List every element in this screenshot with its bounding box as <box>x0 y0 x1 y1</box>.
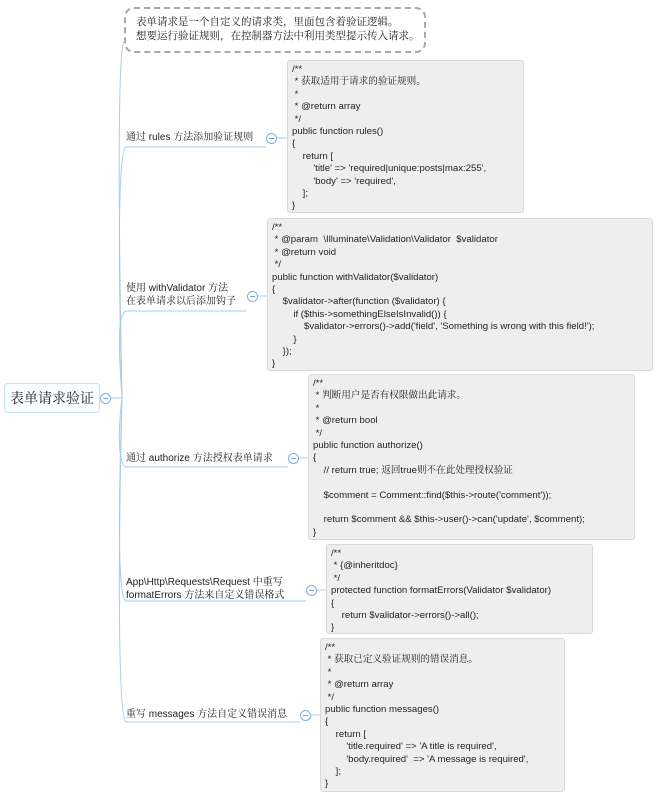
branch-rules-text: 通过 rules 方法添加验证规则 <box>126 132 254 143</box>
connector-authorize <box>119 398 126 467</box>
note-line-2: 想要运行验证规则，在控制器方法中利用类型提示传入请求。 <box>136 30 420 42</box>
branch-authorize-collapse-icon[interactable] <box>288 453 299 464</box>
code-formaterrors: /** * {@inheritdoc} */ protected function formatErrors(Validator $validator) { return $validator->errors()->all(); } <box>326 544 593 634</box>
branch-rules-label[interactable] <box>126 131 253 144</box>
connector-messages <box>119 398 126 722</box>
root-label: 表单请求验证 <box>10 390 94 406</box>
branch-withvalidator-line-2: 在表单请求以后添加钩子 <box>126 296 236 307</box>
branch-authorize-label[interactable] <box>126 452 273 465</box>
code-messages: /** * 获取已定义验证规则的错误消息。 * * @return array */ public function messages() { return [ 'title.required' => 'A title is required', 'body.required' => 'A message is required', ]; } <box>320 638 565 792</box>
connector-note <box>119 42 124 398</box>
branch-withvalidator-collapse-icon[interactable] <box>247 291 258 302</box>
branch-rules-collapse-icon[interactable] <box>266 133 277 144</box>
code-rules: /** * 获取适用于请求的验证规则。 * * @return array */ public function rules() { return [ 'title' => 'required|unique:posts|max:255', 'body' => 'required', ]; } <box>287 60 524 213</box>
branch-formaterrors-line-1: App\Http\Requests\Request 中重写 <box>126 577 283 588</box>
code-authorize: /** * 判断用户是否有权限做出此请求。 * * @return bool */ public function authorize() { // return true; 返回true则不在此处理授权验证 $comment = Comment::find($this->route('comment')); return $comment && $this->user()->can('update', $comment); } <box>308 374 635 540</box>
branch-messages-collapse-icon[interactable] <box>300 710 311 721</box>
note-line-1: 表单请求是一个自定义的请求类，里面包含着验证逻辑。 <box>136 16 399 28</box>
branch-withvalidator-label[interactable] <box>126 282 236 308</box>
connector-formaterrors <box>119 398 126 601</box>
branch-formaterrors-label[interactable] <box>126 576 284 602</box>
branch-messages-text: 重写 messages 方法自定义错误消息 <box>126 709 288 720</box>
connector-rules <box>119 147 126 398</box>
branch-messages-label[interactable] <box>126 708 287 721</box>
code-withvalidator: /** * @param \Illuminate\Validation\Validator $validator * @return void */ public function withValidator($validator) { $validator->after(function ($validator) { if ($this->somethingElseIsInvalid()) { $validator->errors()->add('field', 'Something is wrong with this field!'); } }); } <box>267 218 653 371</box>
branch-formaterrors-collapse-icon[interactable] <box>306 585 317 596</box>
description-note <box>124 7 426 53</box>
connector-withvalidator <box>119 311 126 398</box>
root-collapse-icon[interactable] <box>100 393 111 404</box>
branch-authorize-text: 通过 authorize 方法授权表单请求 <box>126 453 273 464</box>
branch-formaterrors-line-2: formatErrors 方法来自定义错误格式 <box>126 590 285 601</box>
branch-withvalidator-line-1: 使用 withValidator 方法 <box>126 283 229 294</box>
root-node[interactable] <box>4 383 100 413</box>
